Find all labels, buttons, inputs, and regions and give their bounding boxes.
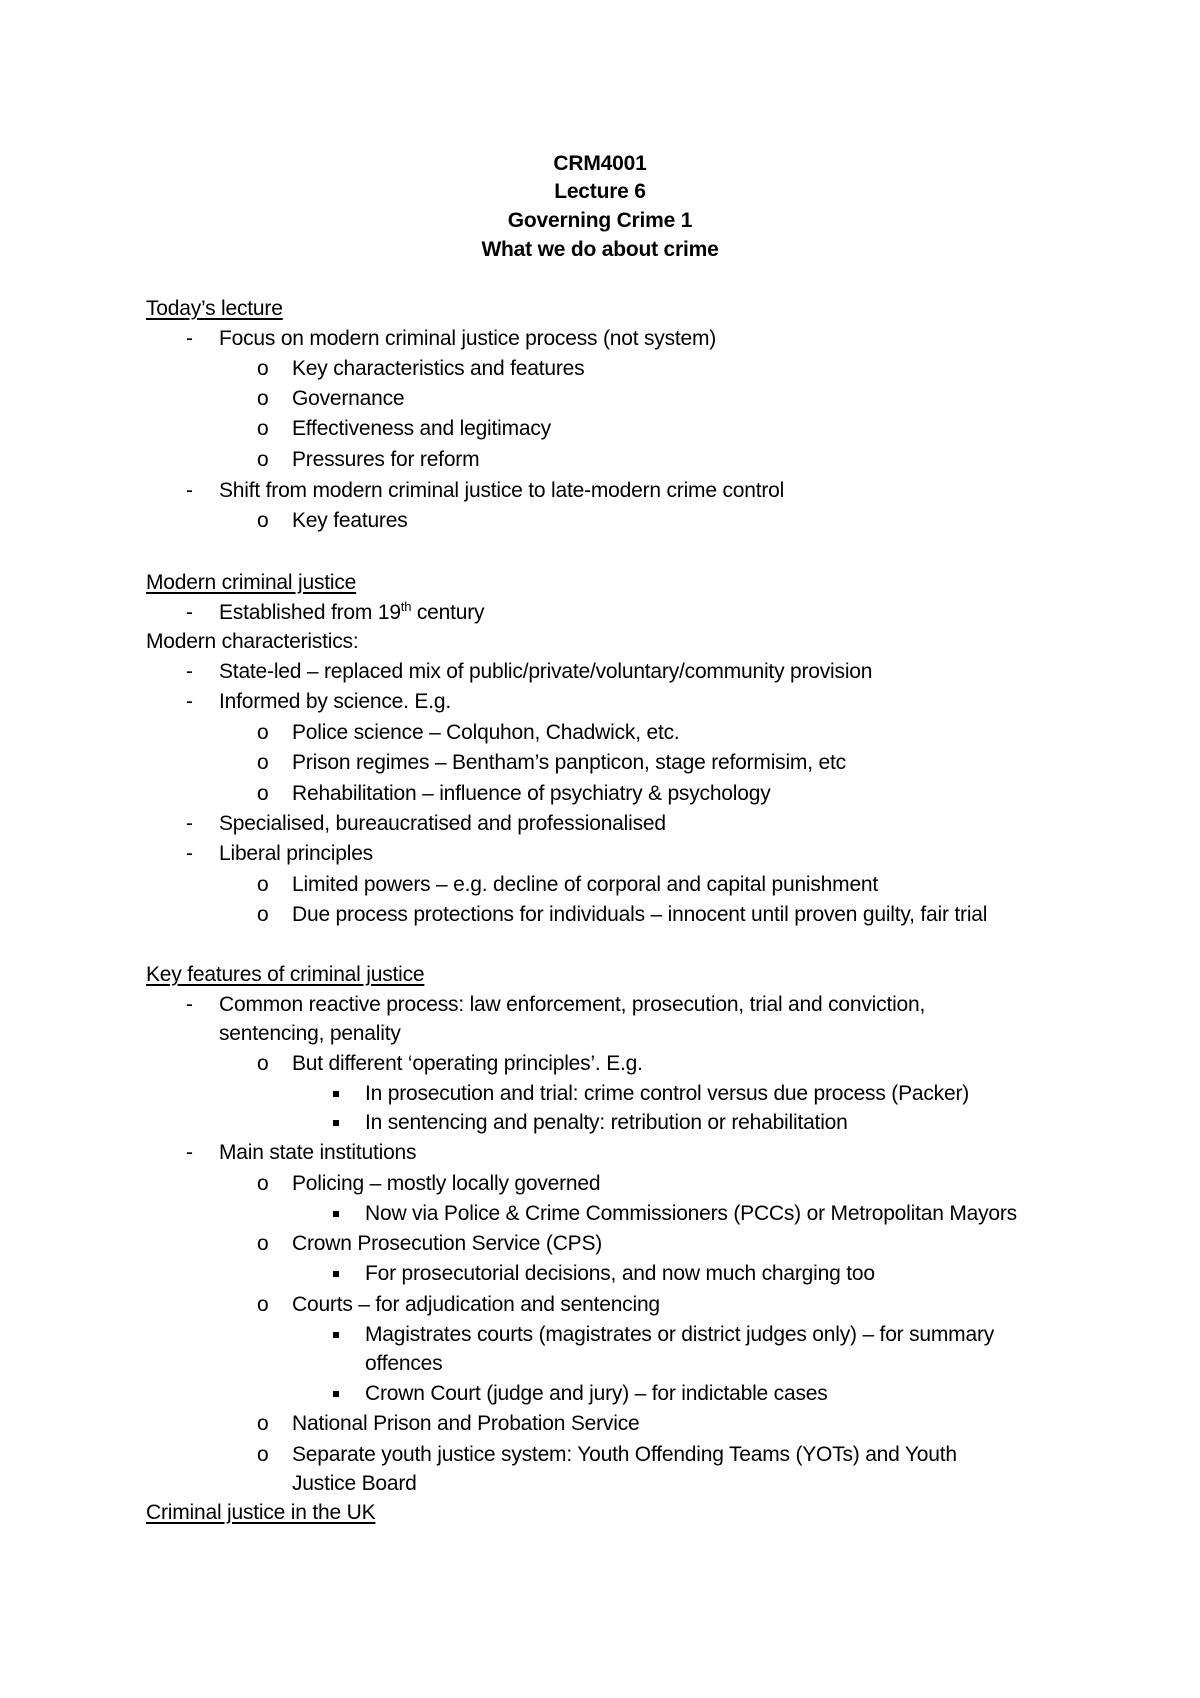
circle-bullet: o [257, 1293, 269, 1316]
list-item: Policing – mostly locally governed [292, 1172, 601, 1195]
list-item: National Prison and Probation Service [292, 1412, 640, 1435]
square-bullet [333, 1391, 339, 1397]
list-item: Rehabilitation – influence of psychiatry & psychology [292, 782, 771, 805]
list-item: But different ‘operating principles’. E.g. [292, 1052, 643, 1075]
list-item-established [219, 599, 484, 627]
square-bullet [333, 1091, 339, 1097]
circle-bullet: o [257, 387, 269, 410]
lecture-subtitle: What we do about crime [481, 238, 719, 261]
dash-bullet: - [186, 690, 193, 713]
lecture-title: Governing Crime 1 [507, 209, 693, 232]
list-item: Shift from modern criminal justice to late-modern crime control [219, 479, 785, 502]
section-heading-key-features: Key features of criminal justice [146, 963, 425, 986]
established-tail: century [411, 601, 485, 624]
dash-bullet: - [186, 327, 193, 350]
modern-characteristics-label: Modern characteristics: [146, 630, 359, 653]
list-item: Now via Police & Crime Commissioners (PCCs) or Metropolitan Mayors [365, 1202, 1017, 1225]
section-heading-todays-lecture: Today’s lecture [146, 297, 283, 320]
list-item: In prosecution and trial: crime control versus due process (Packer) [365, 1082, 970, 1105]
circle-bullet: o [257, 448, 269, 471]
list-item: State-led – replaced mix of public/private/voluntary/community provision [219, 660, 873, 683]
list-item: Limited powers – e.g. decline of corporal and capital punishment [292, 873, 879, 896]
list-item: Courts – for adjudication and sentencing [292, 1293, 660, 1316]
list-item-continuation: Justice Board [292, 1472, 417, 1495]
circle-bullet: o [257, 1052, 269, 1075]
dash-bullet: - [186, 1141, 193, 1164]
circle-bullet: o [257, 873, 269, 896]
dash-bullet: - [186, 842, 193, 865]
list-item: Due process protections for individuals – innocent until proven guilty, fair trial [292, 903, 988, 926]
list-item: Effectiveness and legitimacy [292, 417, 551, 440]
circle-bullet: o [257, 721, 269, 744]
circle-bullet: o [257, 782, 269, 805]
square-bullet [333, 1271, 339, 1277]
list-item: Main state institutions [219, 1141, 417, 1164]
square-bullet [333, 1211, 339, 1217]
circle-bullet: o [257, 1232, 269, 1255]
dash-bullet: - [186, 660, 193, 683]
dash-bullet: - [186, 993, 193, 1016]
list-item: Separate youth justice system: Youth Offending Teams (YOTs) and Youth [292, 1443, 957, 1466]
list-item-continuation: offences [365, 1352, 443, 1375]
list-item: Specialised, bureaucratised and professionalised [219, 812, 666, 835]
circle-bullet: o [257, 1412, 269, 1435]
list-item: For prosecutorial decisions, and now much charging too [365, 1262, 875, 1285]
square-bullet [333, 1120, 339, 1126]
section-heading-modern-criminal-justice: Modern criminal justice [146, 571, 357, 594]
list-item: Magistrates courts (magistrates or district judges only) – for summary [365, 1323, 995, 1346]
list-item: Informed by science. E.g. [219, 690, 451, 713]
circle-bullet: o [257, 1172, 269, 1195]
list-item: Key characteristics and features [292, 357, 585, 380]
lecture-number: Lecture 6 [554, 180, 646, 203]
course-code: CRM4001 [553, 152, 647, 175]
list-item: Crown Prosecution Service (CPS) [292, 1232, 603, 1255]
circle-bullet: o [257, 509, 269, 532]
list-item: Police science – Colquhon, Chadwick, etc. [292, 721, 680, 744]
circle-bullet: o [257, 903, 269, 926]
circle-bullet: o [257, 751, 269, 774]
dash-bullet: - [186, 601, 193, 624]
list-item: Common reactive process: law enforcement, prosecution, trial and conviction, [219, 993, 926, 1016]
circle-bullet: o [257, 1443, 269, 1466]
section-heading-criminal-justice-uk: Criminal justice in the UK [146, 1501, 376, 1524]
list-item: Focus on modern criminal justice process (not system) [219, 327, 717, 350]
list-item: Liberal principles [219, 842, 373, 865]
established-text: Established from 19 [219, 601, 401, 624]
dash-bullet: - [186, 812, 193, 835]
list-item: Governance [292, 387, 405, 410]
list-item: In sentencing and penalty: retribution or rehabilitation [365, 1111, 848, 1134]
list-item: Key features [292, 509, 408, 532]
list-item-continuation: sentencing, penality [219, 1022, 401, 1045]
list-item: Pressures for reform [292, 448, 480, 471]
list-item: Prison regimes – Bentham’s panpticon, stage reformisim, etc [292, 751, 846, 774]
circle-bullet: o [257, 357, 269, 380]
established-superscript: th [400, 599, 412, 614]
square-bullet [333, 1332, 339, 1338]
circle-bullet: o [257, 417, 269, 440]
dash-bullet: - [186, 479, 193, 502]
list-item: Crown Court (judge and jury) – for indictable cases [365, 1382, 828, 1405]
